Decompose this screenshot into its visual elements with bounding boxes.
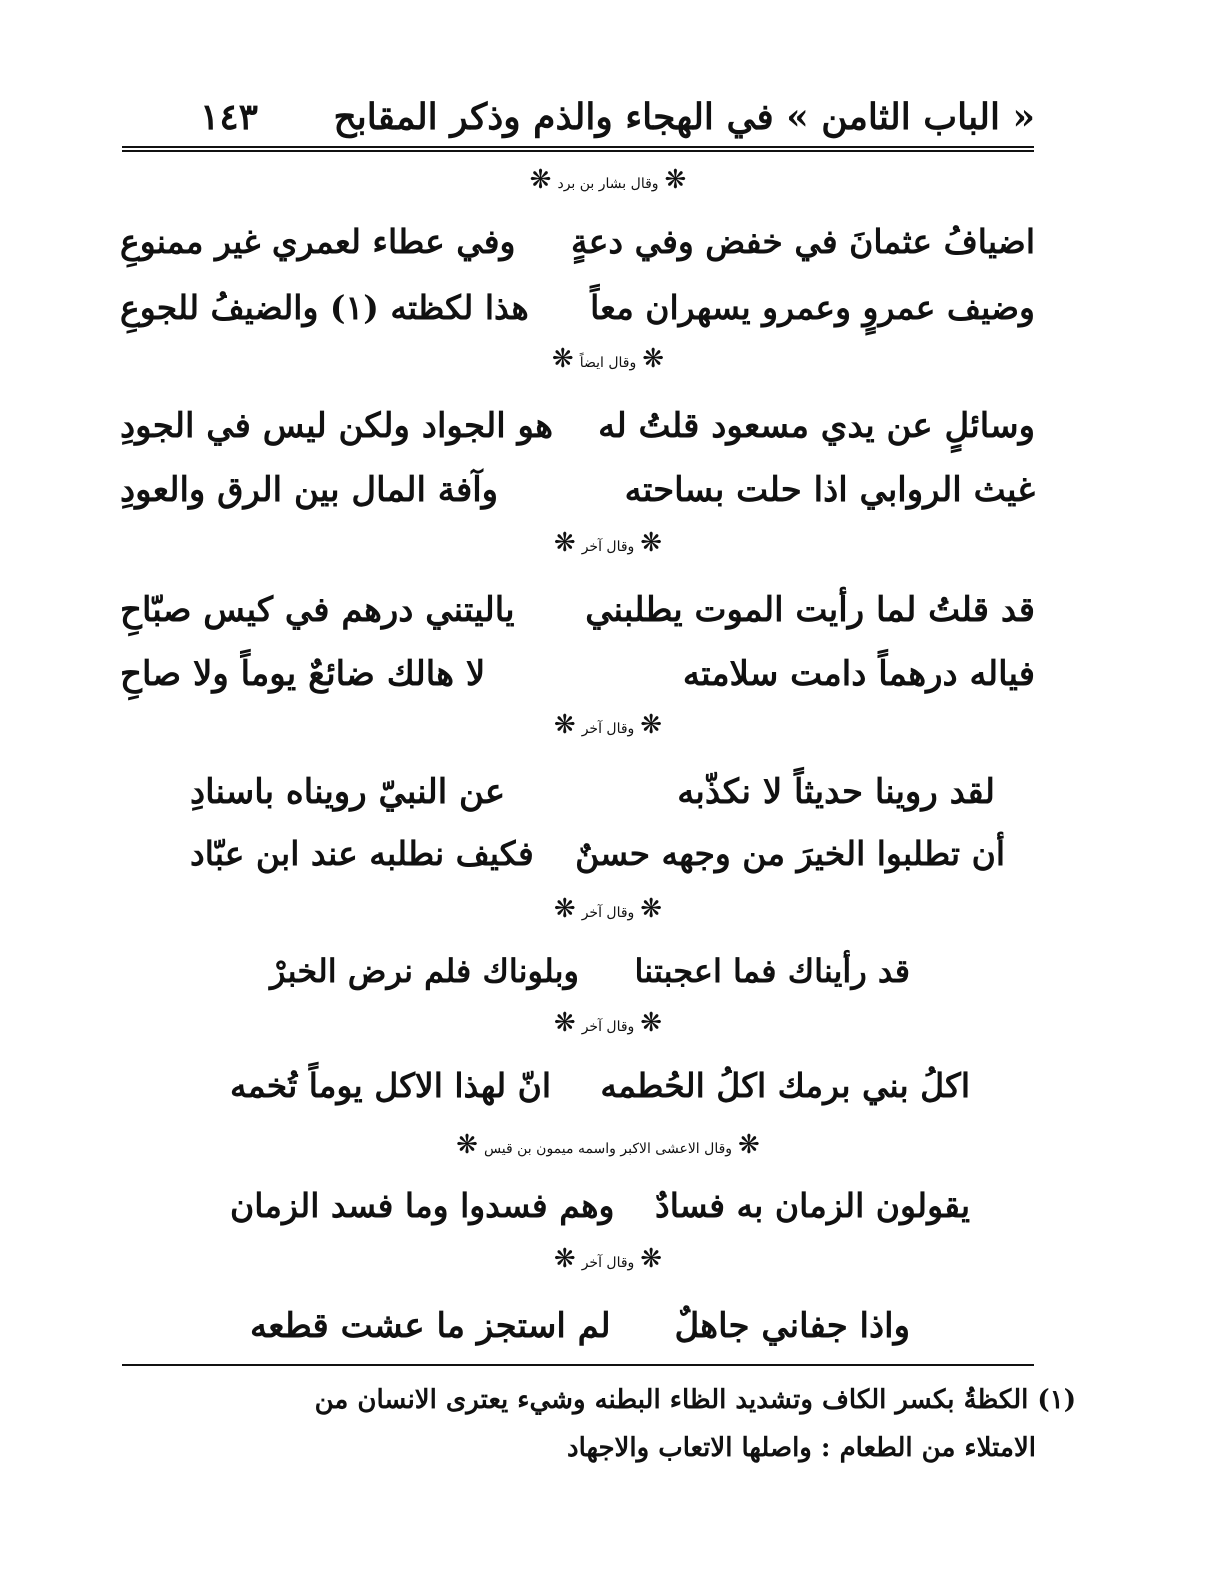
verse-line <box>120 590 1035 634</box>
section-heading <box>0 1008 1216 1038</box>
first-hemistich: اضيافُ عثمانَ في خفض وفي دعةٍ <box>571 222 1035 261</box>
footnote-line <box>315 1385 1076 1415</box>
footnote-line <box>567 1433 1036 1463</box>
heading-text: وقال الاعشى الاكبر واسمه ميمون بن قيس <box>483 1141 733 1157</box>
second-hemistich: ياليتني درهم في كيس صبّاحِ <box>120 590 515 630</box>
second-hemistich: هذا لكظته (١) والضيفُ للجوعِ <box>120 288 529 327</box>
heading-text: وقال آخر <box>581 1019 635 1035</box>
ornament-icon: ❋ <box>640 894 663 924</box>
second-hemistich: لم استجز ما عشت قطعه <box>250 1306 611 1346</box>
first-hemistich: قد قلتُ لما رأيت الموت يطلبني <box>585 590 1035 630</box>
ornament-icon: ❋ <box>553 528 576 558</box>
ornament-icon: ❋ <box>640 1008 663 1038</box>
verse-line <box>190 772 995 816</box>
second-hemistich: عن النبيّ رويناه باسنادِ <box>190 772 506 812</box>
heading-text: وقال آخر <box>581 721 635 737</box>
first-hemistich: لقد روينا حديثاً لا نكذّبه <box>677 772 995 812</box>
ornament-icon: ❋ <box>456 1130 478 1160</box>
verse-line <box>120 222 1035 266</box>
verse-line <box>120 470 1035 514</box>
footnote-text: الامتلاء من الطعام : واصلها الاتعاب والاجهاد <box>567 1433 1036 1463</box>
ornament-icon: ❋ <box>640 710 663 740</box>
section-heading <box>0 894 1216 924</box>
footnote-text: (١) الكظةُ بكسر الكاف وتشديد الظاء البطنه وشيء يعترى الانسان من <box>314 1385 1076 1415</box>
first-hemistich: واذا جفاني جاهلٌ <box>674 1306 910 1346</box>
section-heading <box>0 528 1216 558</box>
section-heading <box>0 344 1216 374</box>
ornament-icon: ❋ <box>553 1008 576 1038</box>
ornament-icon: ❋ <box>664 165 687 195</box>
ornament-icon: ❋ <box>553 894 576 924</box>
first-hemistich: اكلُ بني برمك اكلُ الحُطمه <box>600 1066 970 1105</box>
ornament-icon: ❋ <box>529 165 552 195</box>
second-hemistich: وفي عطاء لعمري غير ممنوعِ <box>120 222 516 261</box>
ornament-icon: ❋ <box>553 1244 576 1274</box>
heading-text: وقال آخر <box>581 1255 635 1271</box>
ornament-icon: ❋ <box>640 528 663 558</box>
section-heading <box>0 1244 1216 1274</box>
heading-text: وقال آخر <box>581 905 635 921</box>
verse-line <box>120 288 1035 332</box>
first-hemistich: فياله درهماً دامت سلامته <box>682 654 1035 694</box>
verse-line <box>120 406 1035 450</box>
header-rule <box>122 146 1034 152</box>
footnote-rule <box>122 1364 1034 1366</box>
first-hemistich: قد رأيناك فما اعجبتنا <box>634 952 910 990</box>
chapter-title: « الباب الثامن » في الهجاء والذم وذكر المقابح <box>333 96 1035 138</box>
verse-line <box>270 952 910 996</box>
first-hemistich: يقولون الزمان به فسادٌ <box>655 1186 970 1225</box>
second-hemistich: لا هالك ضائعٌ يوماً ولا صاحِ <box>120 654 486 694</box>
first-hemistich: غيث الروابي اذا حلت بساحته <box>624 470 1035 510</box>
second-hemistich: وهم فسدوا وما فسد الزمان <box>230 1186 615 1225</box>
section-heading <box>0 165 1216 195</box>
heading-text: وقال بشار بن برد <box>557 176 659 192</box>
ornament-icon: ❋ <box>640 1244 663 1274</box>
ornament-icon: ❋ <box>551 344 574 374</box>
second-hemistich: هو الجواد ولكن ليس في الجودِ <box>120 406 554 446</box>
verse-line <box>120 654 1035 698</box>
heading-text: وقال ايضاً <box>579 355 637 371</box>
verse-line <box>230 1066 970 1110</box>
first-hemistich: وسائلٍ عن يدي مسعود قلتُ له <box>598 406 1035 446</box>
second-hemistich: انّ لهذا الاكل يوماً تُخمه <box>230 1066 552 1105</box>
ornament-icon: ❋ <box>553 710 576 740</box>
page-number: ١٤٣ <box>200 96 259 138</box>
second-hemistich: وآفة المال بين الرق والعودِ <box>120 470 499 510</box>
verse-line <box>230 1186 970 1230</box>
second-hemistich: فكيف نطلبه عند ابن عبّاد <box>190 834 534 873</box>
section-heading <box>0 1130 1216 1160</box>
ornament-icon: ❋ <box>642 344 665 374</box>
running-header <box>120 88 1035 144</box>
second-hemistich: وبلوناك فلم نرض الخبرْ <box>270 952 579 990</box>
verse-line <box>250 1306 910 1350</box>
first-hemistich: وضيف عمروٍ وعمرو يسهران معاً <box>590 288 1035 327</box>
heading-text: وقال آخر <box>581 539 635 555</box>
section-heading <box>0 710 1216 740</box>
first-hemistich: أن تطلبوا الخيرَ من وجهه حسنٌ <box>575 834 1005 873</box>
verse-line <box>190 834 1005 878</box>
ornament-icon: ❋ <box>738 1130 760 1160</box>
